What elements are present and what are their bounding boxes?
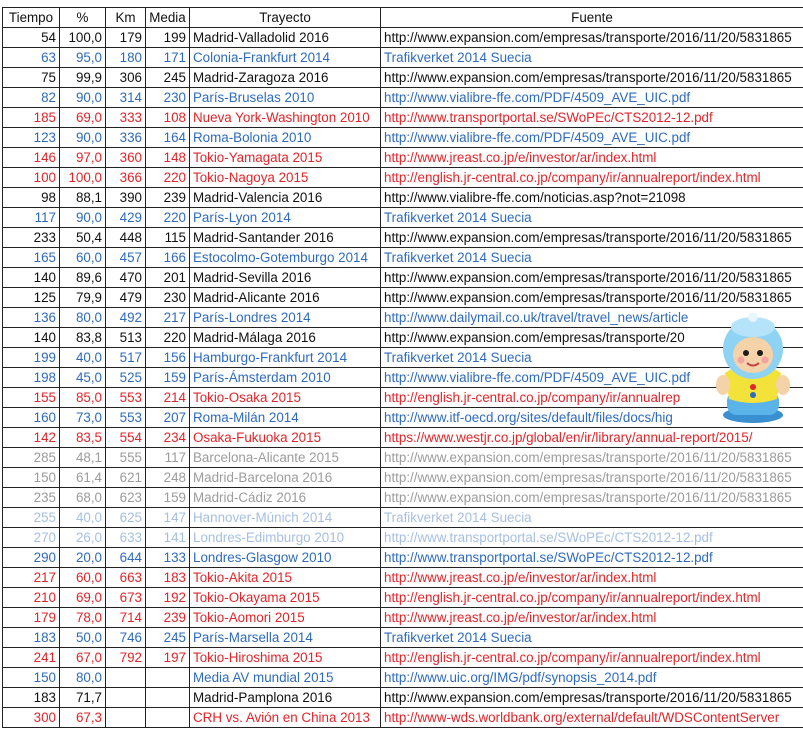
cell-media[interactable]: 159: [146, 368, 190, 388]
cell-tiempo[interactable]: 150: [3, 468, 60, 488]
cell-tiempo[interactable]: 123: [3, 128, 60, 148]
cell-trayecto[interactable]: Madrid-Valladolid 2016: [190, 28, 381, 48]
cell-fuente[interactable]: http://www.expansion.com/empresas/transporte/2016/11/20/5831865: [381, 28, 803, 48]
table-row: [3, 708, 803, 728]
cell-trayecto[interactable]: Estocolmo-Gotemburgo 2014: [190, 248, 381, 268]
cell-tiempo[interactable]: 140: [3, 328, 60, 348]
cell-trayecto[interactable]: Tokio-Aomori 2015: [190, 608, 381, 628]
cell-fuente[interactable]: http://english.jr-central.co.jp/company/ir/annualreport/index.html: [381, 648, 803, 668]
table-row: [3, 388, 803, 408]
cell-percent[interactable]: 95,0: [60, 48, 106, 68]
cell-trayecto[interactable]: Madrid-Santander 2016: [190, 228, 381, 248]
header-trayecto[interactable]: Trayecto: [190, 8, 381, 28]
table-row: [3, 628, 803, 648]
cell-km[interactable]: 633: [106, 528, 146, 548]
table-row: [3, 208, 803, 228]
cell-km[interactable]: 714: [106, 608, 146, 628]
cell-tiempo[interactable]: 217: [3, 568, 60, 588]
cell-trayecto[interactable]: Nueva York-Washington 2010: [190, 108, 381, 128]
cell-fuente[interactable]: http://www.itf-oecd.org/sites/default/files/docs/hig: [381, 408, 803, 428]
cell-tiempo[interactable]: 183: [3, 688, 60, 708]
cell-percent[interactable]: 88,1: [60, 188, 106, 208]
table-row: [3, 568, 803, 588]
cell-fuente[interactable]: Trafikverket 2014 Suecia: [381, 348, 803, 368]
cell-trayecto[interactable]: Colonia-Frankfurt 2014: [190, 48, 381, 68]
cell-trayecto[interactable]: Roma-Bolonia 2010: [190, 128, 381, 148]
cell-km[interactable]: 448: [106, 228, 146, 248]
cell-tiempo[interactable]: 146: [3, 148, 60, 168]
table-row: [3, 188, 803, 208]
cell-media[interactable]: 197: [146, 648, 190, 668]
table-row: [3, 168, 803, 188]
cell-media[interactable]: 217: [146, 308, 190, 328]
cell-media[interactable]: 220: [146, 208, 190, 228]
cell-tiempo[interactable]: 233: [3, 228, 60, 248]
cell-media[interactable]: 230: [146, 288, 190, 308]
cell-km[interactable]: 663: [106, 568, 146, 588]
cell-percent[interactable]: 83,8: [60, 328, 106, 348]
cell-trayecto[interactable]: Madrid-Cádiz 2016: [190, 488, 381, 508]
cell-trayecto[interactable]: Madrid-Sevilla 2016: [190, 268, 381, 288]
cell-media[interactable]: 220: [146, 168, 190, 188]
table-row: [3, 428, 803, 448]
cell-tiempo[interactable]: 117: [3, 208, 60, 228]
cell-media[interactable]: 248: [146, 468, 190, 488]
cell-media[interactable]: 141: [146, 528, 190, 548]
cell-percent[interactable]: 26,0: [60, 528, 106, 548]
cell-tiempo[interactable]: 300: [3, 708, 60, 728]
cell-media[interactable]: 166: [146, 248, 190, 268]
cell-km[interactable]: 360: [106, 148, 146, 168]
cell-trayecto[interactable]: Media AV mundial 2015: [190, 668, 381, 688]
cell-percent[interactable]: 69,0: [60, 588, 106, 608]
cell-tiempo[interactable]: 270: [3, 528, 60, 548]
table-row: [3, 368, 803, 388]
cell-tiempo[interactable]: 199: [3, 348, 60, 368]
header-percent[interactable]: %: [60, 8, 106, 28]
cell-media[interactable]: 239: [146, 608, 190, 628]
cell-percent[interactable]: 67,0: [60, 648, 106, 668]
cell-tiempo[interactable]: 150: [3, 668, 60, 688]
table-row: [3, 668, 803, 688]
cell-trayecto[interactable]: París-Lyon 2014: [190, 208, 381, 228]
cell-tiempo[interactable]: 100: [3, 168, 60, 188]
cell-percent[interactable]: 90,0: [60, 208, 106, 228]
cell-km[interactable]: 479: [106, 288, 146, 308]
cell-fuente[interactable]: Trafikverket 2014 Suecia: [381, 508, 803, 528]
table-row: [3, 508, 803, 528]
cell-tiempo[interactable]: 155: [3, 388, 60, 408]
cell-km[interactable]: 513: [106, 328, 146, 348]
cell-trayecto[interactable]: Madrid-Alicante 2016: [190, 288, 381, 308]
cell-tiempo[interactable]: 98: [3, 188, 60, 208]
cell-fuente[interactable]: http://www.transportportal.se/SWoPEc/CTS2012-12.pdf: [381, 108, 803, 128]
table-row: [3, 48, 803, 68]
cell-fuente[interactable]: http://www.vialibre-ffe.com/noticias.asp?not=21098: [381, 188, 803, 208]
cell-media[interactable]: 133: [146, 548, 190, 568]
cell-km[interactable]: 525: [106, 368, 146, 388]
table-row: [3, 88, 803, 108]
table-body: [3, 28, 803, 728]
cell-percent[interactable]: 73,0: [60, 408, 106, 428]
table-row: [3, 688, 803, 708]
cell-trayecto[interactable]: Tokio-Osaka 2015: [190, 388, 381, 408]
cell-percent[interactable]: 89,6: [60, 268, 106, 288]
cell-trayecto[interactable]: Barcelona-Alicante 2015: [190, 448, 381, 468]
cell-tiempo[interactable]: 125: [3, 288, 60, 308]
table-row: [3, 308, 803, 328]
cell-km[interactable]: 555: [106, 448, 146, 468]
table-row: [3, 328, 803, 348]
cell-percent[interactable]: 69,0: [60, 108, 106, 128]
cell-km[interactable]: 470: [106, 268, 146, 288]
cell-fuente[interactable]: http://www.dailymail.co.uk/travel/travel_news/article: [381, 308, 803, 328]
cell-fuente[interactable]: http://www.expansion.com/empresas/transporte/2016/11/20/5831865: [381, 288, 803, 308]
table-row: [3, 408, 803, 428]
cell-trayecto[interactable]: Madrid-Barcelona 2016: [190, 468, 381, 488]
cell-percent[interactable]: 60,0: [60, 248, 106, 268]
cell-media[interactable]: 117: [146, 448, 190, 468]
cell-tiempo[interactable]: 136: [3, 308, 60, 328]
cell-percent[interactable]: 61,4: [60, 468, 106, 488]
cell-tiempo[interactable]: 185: [3, 108, 60, 128]
cell-media[interactable]: 234: [146, 428, 190, 448]
cell-trayecto[interactable]: Tokio-Yamagata 2015: [190, 148, 381, 168]
cell-tiempo[interactable]: 235: [3, 488, 60, 508]
cell-tiempo[interactable]: 183: [3, 628, 60, 648]
cell-media[interactable]: 171: [146, 48, 190, 68]
table-row: [3, 128, 803, 148]
table-row: [3, 68, 803, 88]
cell-km[interactable]: 553: [106, 408, 146, 428]
table-row: [3, 248, 803, 268]
cell-fuente[interactable]: http://english.jr-central.co.jp/company/ir/annualrep: [381, 388, 803, 408]
cell-fuente[interactable]: Trafikverket 2014 Suecia: [381, 248, 803, 268]
cell-percent[interactable]: 83,5: [60, 428, 106, 448]
cell-tiempo[interactable]: 198: [3, 368, 60, 388]
cell-trayecto[interactable]: Hamburgo-Frankfurt 2014: [190, 348, 381, 368]
cell-km[interactable]: 336: [106, 128, 146, 148]
cell-km[interactable]: [106, 708, 146, 728]
cell-trayecto[interactable]: Osaka-Fukuoka 2015: [190, 428, 381, 448]
cell-percent[interactable]: 67,3: [60, 708, 106, 728]
cell-km[interactable]: 746: [106, 628, 146, 648]
cell-fuente[interactable]: http://www.expansion.com/empresas/transporte/2016/11/20/5831865: [381, 688, 803, 708]
cell-percent[interactable]: 97,0: [60, 148, 106, 168]
header-tiempo[interactable]: Tiempo: [3, 8, 60, 28]
cell-percent[interactable]: 80,0: [60, 308, 106, 328]
cell-percent[interactable]: 20,0: [60, 548, 106, 568]
cell-km[interactable]: 625: [106, 508, 146, 528]
cell-media[interactable]: 108: [146, 108, 190, 128]
table-row: [3, 588, 803, 608]
cell-km[interactable]: 314: [106, 88, 146, 108]
table-row: [3, 348, 803, 368]
cell-percent[interactable]: 48,1: [60, 448, 106, 468]
cell-km[interactable]: 554: [106, 428, 146, 448]
cell-fuente[interactable]: http://www.expansion.com/empresas/transporte/20: [381, 328, 803, 348]
table-row: [3, 608, 803, 628]
cell-fuente[interactable]: http://english.jr-central.co.jp/company/ir/annualreport/index.html: [381, 168, 803, 188]
cell-trayecto[interactable]: París-Ámsterdam 2010: [190, 368, 381, 388]
cell-media[interactable]: 220: [146, 328, 190, 348]
cell-km[interactable]: 792: [106, 648, 146, 668]
cell-media[interactable]: 183: [146, 568, 190, 588]
header-media[interactable]: Media: [146, 8, 190, 28]
cell-fuente[interactable]: http://www.expansion.com/empresas/transporte/2016/11/20/5831865: [381, 448, 803, 468]
cell-km[interactable]: 429: [106, 208, 146, 228]
cell-percent[interactable]: 78,0: [60, 608, 106, 628]
table-row: [3, 28, 803, 48]
cell-percent[interactable]: 99,9: [60, 68, 106, 88]
cell-percent[interactable]: 40,0: [60, 508, 106, 528]
cell-percent[interactable]: 50,0: [60, 628, 106, 648]
cell-tiempo[interactable]: 255: [3, 508, 60, 528]
cell-tiempo[interactable]: 290: [3, 548, 60, 568]
table-row: [3, 228, 803, 248]
cell-km[interactable]: 180: [106, 48, 146, 68]
cell-fuente[interactable]: http://www.vialibre-ffe.com/PDF/4509_AVE_UIC.pdf: [381, 368, 803, 388]
cell-fuente[interactable]: http://www.expansion.com/empresas/transporte/2016/11/20/5831865: [381, 468, 803, 488]
cell-media[interactable]: [146, 708, 190, 728]
cell-tiempo[interactable]: 142: [3, 428, 60, 448]
cell-media[interactable]: [146, 668, 190, 688]
cell-tiempo[interactable]: 241: [3, 648, 60, 668]
cell-trayecto[interactable]: Tokio-Okayama 2015: [190, 588, 381, 608]
cell-trayecto[interactable]: CRH vs. Avión en China 2013: [190, 708, 381, 728]
cell-percent[interactable]: 90,0: [60, 88, 106, 108]
cell-media[interactable]: 207: [146, 408, 190, 428]
cell-fuente[interactable]: http://www.vialibre-ffe.com/PDF/4509_AVE_UIC.pdf: [381, 88, 803, 108]
cell-tiempo[interactable]: 82: [3, 88, 60, 108]
cell-trayecto[interactable]: Roma-Milán 2014: [190, 408, 381, 428]
cell-trayecto[interactable]: París-Marsella 2014: [190, 628, 381, 648]
spreadsheet-table: [2, 7, 803, 728]
cell-trayecto[interactable]: Tokio-Akita 2015: [190, 568, 381, 588]
cell-km[interactable]: 553: [106, 388, 146, 408]
cell-km[interactable]: 644: [106, 548, 146, 568]
cell-fuente[interactable]: http://www.transportportal.se/SWoPEc/CTS2012-12.pdf: [381, 528, 803, 548]
cell-fuente[interactable]: http://www.transportportal.se/SWoPEc/CTS2012-12.pdf: [381, 548, 803, 568]
table-row: [3, 488, 803, 508]
cell-km[interactable]: [106, 668, 146, 688]
cell-km[interactable]: 623: [106, 488, 146, 508]
table-row: [3, 148, 803, 168]
cell-media[interactable]: 214: [146, 388, 190, 408]
cell-trayecto[interactable]: Madrid-Pamplona 2016: [190, 688, 381, 708]
cell-trayecto[interactable]: Tokio-Hiroshima 2015: [190, 648, 381, 668]
header-row: [3, 8, 803, 28]
cell-fuente[interactable]: http://www.expansion.com/empresas/transporte/2016/11/20/5831865: [381, 68, 803, 88]
cell-percent[interactable]: 85,0: [60, 388, 106, 408]
cell-media[interactable]: 148: [146, 148, 190, 168]
cell-percent[interactable]: 60,0: [60, 568, 106, 588]
cell-tiempo[interactable]: 140: [3, 268, 60, 288]
cell-trayecto[interactable]: Madrid-Málaga 2016: [190, 328, 381, 348]
cell-tiempo[interactable]: 165: [3, 248, 60, 268]
cell-percent[interactable]: 45,0: [60, 368, 106, 388]
cell-fuente[interactable]: http://www.jreast.co.jp/e/investor/ar/index.html: [381, 568, 803, 588]
cell-km[interactable]: 390: [106, 188, 146, 208]
cell-media[interactable]: [146, 688, 190, 708]
cell-km[interactable]: 179: [106, 28, 146, 48]
cell-trayecto[interactable]: París-Bruselas 2010: [190, 88, 381, 108]
cell-km[interactable]: 517: [106, 348, 146, 368]
header-km[interactable]: Km: [106, 8, 146, 28]
cell-percent[interactable]: 80,0: [60, 668, 106, 688]
cell-fuente[interactable]: https://www.westjr.co.jp/global/en/ir/library/annual-report/2015/: [381, 428, 803, 448]
cell-media[interactable]: 156: [146, 348, 190, 368]
cell-media[interactable]: 245: [146, 68, 190, 88]
cell-fuente[interactable]: Trafikverket 2014 Suecia: [381, 208, 803, 228]
table-row: [3, 468, 803, 488]
cell-percent[interactable]: 50,4: [60, 228, 106, 248]
cell-km[interactable]: [106, 688, 146, 708]
table-row: [3, 648, 803, 668]
cell-percent[interactable]: 71,7: [60, 688, 106, 708]
cell-media[interactable]: 199: [146, 28, 190, 48]
cell-fuente[interactable]: http://www.vialibre-ffe.com/PDF/4509_AVE_UIC.pdf: [381, 128, 803, 148]
cell-tiempo[interactable]: 54: [3, 28, 60, 48]
cell-fuente[interactable]: http://www.uic.org/IMG/pdf/synopsis_2014.pdf: [381, 668, 803, 688]
cell-percent[interactable]: 40,0: [60, 348, 106, 368]
cell-fuente[interactable]: http://english.jr-central.co.jp/company/ir/annualreport/index.html: [381, 588, 803, 608]
cell-media[interactable]: 159: [146, 488, 190, 508]
cell-fuente[interactable]: Trafikverket 2014 Suecia: [381, 48, 803, 68]
cell-percent[interactable]: 90,0: [60, 128, 106, 148]
cell-fuente[interactable]: http://www-wds.worldbank.org/external/default/WDSContentServer: [381, 708, 803, 728]
cell-km[interactable]: 673: [106, 588, 146, 608]
cell-trayecto[interactable]: Tokio-Nagoya 2015: [190, 168, 381, 188]
cell-media[interactable]: 164: [146, 128, 190, 148]
cell-fuente[interactable]: http://www.expansion.com/empresas/transporte/2016/11/20/5831865: [381, 228, 803, 248]
table-row: [3, 108, 803, 128]
cell-km[interactable]: 492: [106, 308, 146, 328]
cell-media[interactable]: 115: [146, 228, 190, 248]
cell-trayecto[interactable]: Madrid-Zaragoza 2016: [190, 68, 381, 88]
cell-tiempo[interactable]: 63: [3, 48, 60, 68]
table-row: [3, 268, 803, 288]
table-row: [3, 288, 803, 308]
cell-tiempo[interactable]: 179: [3, 608, 60, 628]
cell-percent[interactable]: 100,0: [60, 28, 106, 48]
cell-trayecto[interactable]: París-Londres 2014: [190, 308, 381, 328]
cell-tiempo[interactable]: 285: [3, 448, 60, 468]
cell-percent[interactable]: 79,9: [60, 288, 106, 308]
cell-fuente[interactable]: http://www.jreast.co.jp/e/investor/ar/index.html: [381, 148, 803, 168]
cell-fuente[interactable]: http://www.jreast.co.jp/e/investor/ar/index.html: [381, 608, 803, 628]
table-row: [3, 448, 803, 468]
cell-media[interactable]: 239: [146, 188, 190, 208]
cartoon-doll-image: [711, 313, 795, 425]
cell-media[interactable]: 230: [146, 88, 190, 108]
cell-percent[interactable]: 68,0: [60, 488, 106, 508]
cell-trayecto[interactable]: Londres-Glasgow 2010: [190, 548, 381, 568]
cell-fuente[interactable]: Trafikverket 2014 Suecia: [381, 628, 803, 648]
cell-trayecto[interactable]: Hannover-Múnich 2014: [190, 508, 381, 528]
cell-media[interactable]: 245: [146, 628, 190, 648]
cell-km[interactable]: 366: [106, 168, 146, 188]
table-row: [3, 548, 803, 568]
cell-media[interactable]: 201: [146, 268, 190, 288]
cell-km[interactable]: 333: [106, 108, 146, 128]
cell-fuente[interactable]: http://www.expansion.com/empresas/transporte/2016/11/20/5831865: [381, 268, 803, 288]
cell-fuente[interactable]: http://www.expansion.com/empresas/transporte/2016/11/20/5831865: [381, 488, 803, 508]
cell-km[interactable]: 306: [106, 68, 146, 88]
cell-km[interactable]: 457: [106, 248, 146, 268]
cell-km[interactable]: 621: [106, 468, 146, 488]
cell-media[interactable]: 147: [146, 508, 190, 528]
cell-percent[interactable]: 100,0: [60, 168, 106, 188]
table-row: [3, 528, 803, 548]
cell-tiempo[interactable]: 160: [3, 408, 60, 428]
cell-trayecto[interactable]: Madrid-Valencia 2016: [190, 188, 381, 208]
cell-tiempo[interactable]: 75: [3, 68, 60, 88]
header-fuente[interactable]: Fuente: [381, 8, 803, 28]
cell-tiempo[interactable]: 210: [3, 588, 60, 608]
cell-media[interactable]: 192: [146, 588, 190, 608]
cell-trayecto[interactable]: Londres-Edimburgo 2010: [190, 528, 381, 548]
